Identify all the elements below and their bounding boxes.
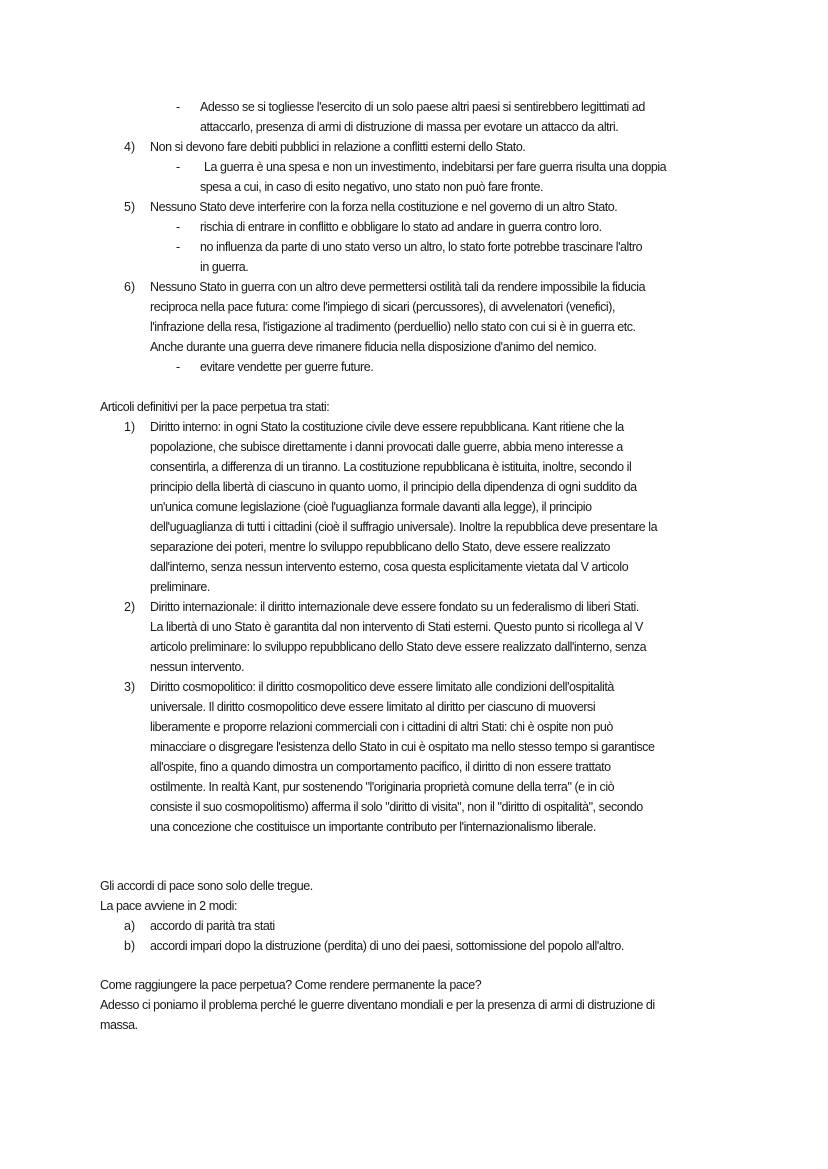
bullet-dash: - — [176, 100, 181, 114]
text-line: La libertà di uno Stato è garantita dal non intervento di Stati esterni. Questo punto si ricollega al V — [150, 620, 643, 634]
list-number: 2) — [124, 600, 136, 614]
text-line: universale. Il diritto cosmopolitico deve essere limitato al diritto per ciascuno di muoversi — [150, 700, 596, 714]
text-line: massa. — [100, 1018, 138, 1032]
text-line: ostilmente. In realtà Kant, pur sostenendo "l'originaria proprietà comune della terra" (e in ciò — [150, 780, 615, 794]
list-number: a) — [124, 919, 136, 933]
text-line: reciproca nella pace futura: come l'impiego di sicari (percussores), di avvelenatori (venefici), — [150, 300, 615, 314]
text-line: consentirla, a differenza di un tiranno. La costituzione repubblicana è istituita, inoltre, secondo il — [150, 460, 632, 474]
list-number: 6) — [124, 280, 136, 294]
text-line: dell'uguaglianza di tutti i cittadini (cioè il suffragio universale). Inoltre la repubblica deve presentare la — [150, 520, 658, 534]
text-line: accordi impari dopo la distruzione (perdita) di uno dei paesi, sottomissione del popolo all'altro. — [150, 939, 624, 953]
bullet-dash: - — [176, 240, 181, 254]
text-line: Diritto cosmopolitico: il diritto cosmopolitico deve essere limitato alle condizioni dell'ospitalità — [150, 680, 614, 694]
text-line: La guerra è una spesa e non un investimento, indebitarsi per fare guerra risulta una doppia — [204, 160, 667, 174]
text-line: Diritto interno: in ogni Stato la costituzione civile deve essere repubblicana. Kant ritiene che la — [150, 420, 624, 434]
bullet-dash: - — [176, 160, 181, 174]
text-line: articolo preliminare: lo sviluppo repubblicano dello Stato deve essere realizzato dall'interno, senza — [150, 640, 647, 654]
text-line: popolazione, che subisce direttamente i danni provocati dalle guerre, abbia meno interesse a — [150, 440, 623, 454]
text-line: dall'interno, senza nessun intervento esterno, cosa questa esplicitamente vietata dal V articolo — [150, 560, 629, 574]
text-line: evitare vendette per guerre future. — [200, 360, 374, 374]
list-number: 5) — [124, 200, 136, 214]
text-line: l'infrazione della resa, l'istigazione al tradimento (perduellio) nello stato con cui si è in guerra etc. — [150, 320, 636, 334]
text-line: nessun intervento. — [150, 660, 245, 674]
text-line: Diritto internazionale: il diritto internazionale deve essere fondato su un federalismo di liberi Stati. — [150, 600, 639, 614]
text-line: Articoli definitivi per la pace perpetua tra stati: — [100, 400, 330, 414]
text-line: Adesso ci poniamo il problema perché le guerre diventano mondiali e per la presenza di armi di distruzione di — [100, 998, 655, 1012]
text-line: La pace avviene in 2 modi: — [100, 899, 238, 913]
text-line: consiste il suo cosmopolitismo) afferma il solo "diritto di visita", non il "diritto di ospitalità", secondo — [150, 800, 643, 814]
text-line: accordo di parità tra stati — [150, 919, 275, 933]
text-line: Adesso se si togliesse l'esercito di un solo paese altri paesi si sentirebbero legittimati ad — [200, 100, 645, 114]
text-line: rischia di entrare in conflitto e obbligare lo stato ad andare in guerra contro loro. — [200, 220, 602, 234]
text-line: all'ospite, fino a quando dimostra un comportamento pacifico, il diritto di non essere trattato — [150, 760, 611, 774]
text-line: preliminare. — [150, 580, 210, 594]
text-line: una concezione che costituisce un importante contributo per l'internazionalismo liberale. — [150, 820, 596, 834]
text-line: attaccarlo, presenza di armi di distruzione di massa per evotare un attacco da altri. — [200, 120, 619, 134]
text-line: Gli accordi di pace sono solo delle tregue. — [100, 879, 313, 893]
text-line: Come raggiungere la pace perpetua? Come rendere permanente la pace? — [100, 978, 482, 992]
text-line: Anche durante una guerra deve rimanere fiducia nella disposizione d'animo del nemico. — [150, 340, 597, 354]
text-line: un'unica comune legislazione (cioè l'uguaglianza formale davanti alla legge), il principio — [150, 500, 592, 514]
text-line: Nessuno Stato in guerra con un altro deve permettersi ostilità tali da rendere impossibile la fiducia — [150, 280, 646, 294]
list-number: b) — [124, 939, 136, 953]
list-number: 1) — [124, 420, 136, 434]
text-line: spesa a cui, in caso di esito negativo, uno stato non può fare fronte. — [200, 180, 544, 194]
text-line: minacciare o disgregare l'esistenza dello Stato in cui è ospitato ma nello stesso tempo si garantisce — [150, 740, 655, 754]
text-line: Non si devono fare debiti pubblici in relazione a conflitti esterni dello Stato. — [150, 140, 526, 154]
text-line: principio della libertà di ciascuno in quanto uomo, il principio della dipendenza di ogni suddito da — [150, 480, 637, 494]
text-line: separazione dei poteri, mentre lo sviluppo repubblicano dello Stato, deve essere realizzato — [150, 540, 611, 554]
list-number: 4) — [124, 140, 136, 154]
text-line: liberamente e proporre relazioni commerciali con i cittadini di altri Stati: chi è ospite non può — [150, 720, 613, 734]
list-number: 3) — [124, 680, 136, 694]
text-line: Nessuno Stato deve interferire con la forza nella costituzione e nel governo di un altro Stato. — [150, 200, 618, 214]
bullet-dash: - — [176, 360, 181, 374]
text-line: no influenza da parte di uno stato verso un altro, lo stato forte potrebbe trascinare l'altro — [200, 240, 643, 254]
text-line: in guerra. — [200, 260, 249, 274]
bullet-dash: - — [176, 220, 181, 234]
